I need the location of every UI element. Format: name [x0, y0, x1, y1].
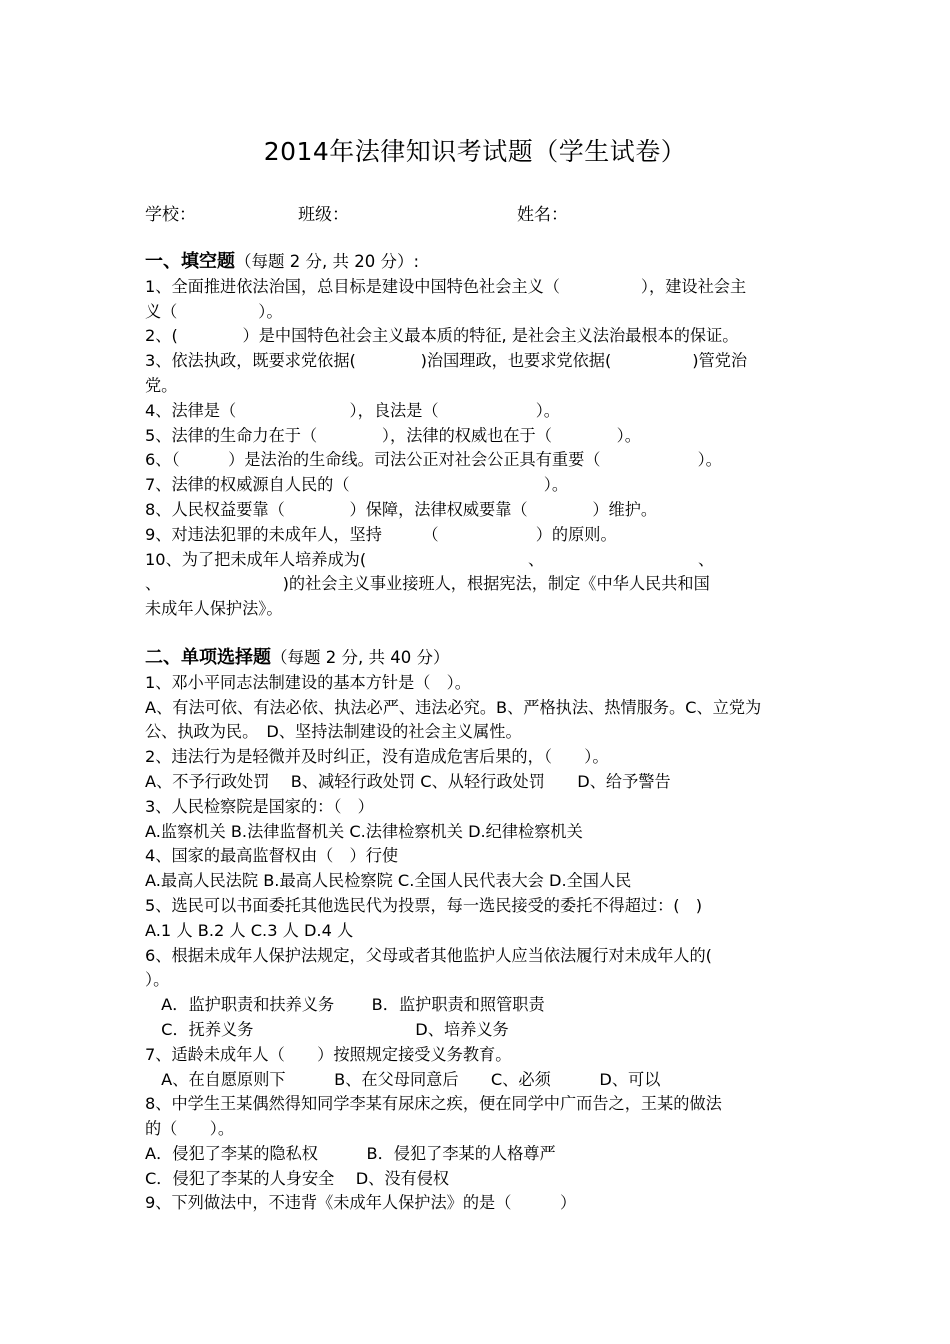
section-1-note: （每题 2 分, 共 20 分）: [235, 252, 420, 271]
question-line: 2、( ）是中国特色社会主义最本质的特征, 是社会主义法治最根本的保证。 [145, 326, 739, 346]
section-1-title: 一、填空题 [145, 251, 235, 272]
question-line: 党。 [145, 375, 178, 395]
question-line: 1、邓小平同志法制建设的基本方针是（ ）。 [145, 672, 471, 692]
question-line: 10、为了把未成年人培养成为( 、 、 [145, 549, 715, 569]
question-line: 4、法律是（ ），良法是（ ）。 [145, 400, 560, 420]
question-line: 公、执政为民。 D、坚持法制建设的社会主义属性。 [145, 722, 522, 742]
question-line: 5、法律的生命力在于（ ），法律的权威也在于（ ）。 [145, 425, 641, 445]
student-info-bar [145, 200, 805, 224]
question-line: 2、违法行为是轻微并及时纠正，没有造成危害后果的，（ ）。 [145, 747, 609, 767]
name-label: 姓名： [517, 205, 568, 225]
question-line: 1、全面推进依法治国，总目标是建设中国特色社会主义（ ），建设社会主 [145, 276, 747, 296]
question-line: 未成年人保护法》。 [145, 599, 283, 619]
question-line: 义（ ）。 [145, 301, 283, 321]
question-line: C．抚养义务 D、培养义务 [145, 1019, 509, 1039]
school-label: 学校： [145, 205, 196, 225]
question-line: C．侵犯了李某的人身安全 D、没有侵权 [145, 1168, 450, 1188]
question-line: 8、中学生王某偶然得知同学李某有尿床之疾，便在同学中广而告之，王某的做法 [145, 1094, 722, 1114]
question-line: 6、根据未成年人保护法规定，父母或者其他监护人应当依法履行对未成年人的( [145, 945, 712, 965]
question-line: 9、对违法犯罪的未成年人，坚持 （ ）的原则。 [145, 524, 617, 544]
question-line: 3、人民检察院是国家的：（ ） [145, 796, 374, 816]
class-label: 班级： [298, 205, 349, 225]
question-line: 8、人民权益要靠（ ）保障，法律权威要靠（ ）维护。 [145, 499, 658, 519]
question-line: A．侵犯了李某的隐私权 B．侵犯了李某的人格尊严 [145, 1143, 556, 1163]
question-line: 7、法律的权威源自人民的（ ）。 [145, 475, 569, 495]
question-line: 9、下列做法中，不违背《未成年人保护法》的是（ ） [145, 1193, 577, 1213]
section-2-title: 二、单项选择题 [145, 646, 271, 668]
question-line: 3、依法执政，既要求党依据( )治国理政，也要求党依据( )管党治 [145, 351, 748, 371]
question-line: 的（ ）。 [145, 1119, 235, 1139]
question-line: 4、国家的最高监督权由（ ）行使 [145, 846, 399, 866]
question-line: 、 )的社会主义事业接班人，根据宪法，制定《中华人民共和国 [145, 574, 710, 594]
question-line: A、有法可依、有法必依、执法必严、违法必究。B、严格执法、热情服务。C、立党为 [145, 697, 762, 717]
section-1-heading [145, 250, 813, 275]
question-line: A.最高人民法院 B.最高人民检察院 C.全国人民代表大会 D.全国人民 [145, 871, 632, 891]
question-line: A.1 人 B.2 人 C.3 人 D.4 人 [145, 920, 354, 940]
question-line: 5、选民可以书面委托其他选民代为投票，每一选民接受的委托不得超过：( ) [145, 895, 703, 915]
page-title: 2014年法律知识考试题（学生试卷） [263, 137, 687, 166]
section-1-questions [145, 275, 813, 622]
question-line: 7、适龄未成年人（ ）按照规定接受义务教育。 [145, 1044, 512, 1064]
section-2-note: （每题 2 分, 共 40 分） [271, 647, 450, 667]
question-line: 6、（ ）是法治的生命线。司法公正对社会公正具有重要（ ）。 [145, 450, 722, 470]
exam-content [145, 250, 813, 1216]
question-line: A、不予行政处罚 B、减轻行政处罚 C、从轻行政处罚 D、给予警告 [145, 771, 671, 791]
section-2-questions [145, 671, 813, 1217]
question-line: A．监护职责和扶养义务 B．监护职责和照管职责 [145, 995, 545, 1015]
section-2-heading [145, 646, 813, 671]
question-line: ）。 [145, 970, 170, 990]
question-line: A、在自愿原则下 B、在父母同意后 C、必须 D、可以 [145, 1069, 661, 1089]
question-line: A.监察机关 B.法律监督机关 C.法律检察机关 D.纪律检察机关 [145, 821, 583, 841]
